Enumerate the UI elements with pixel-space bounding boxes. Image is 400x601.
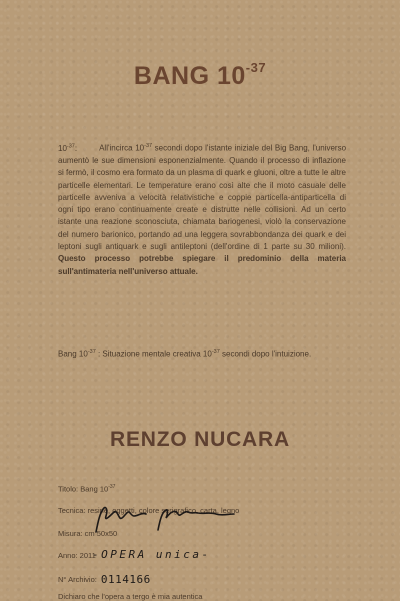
artist-signature bbox=[92, 500, 242, 540]
meta-archivio: N° Archivio: 0114166 bbox=[58, 573, 151, 586]
conclusion-sentence: Questo processo potrebbe spiegare il predominio della materia sull'antimateria nell'universo attuale. bbox=[58, 254, 346, 276]
meta-titolo: Titolo: Bang $10^{-37}$ bbox=[58, 484, 116, 494]
meta-misura: Misura: cm 50x50 bbox=[58, 529, 118, 538]
artwork-title: BANG $10^{-37}$ bbox=[133, 60, 267, 90]
archive-number-handwritten: 0114166 bbox=[100, 573, 151, 586]
opera-unica-handwritten: -OPERA unica- bbox=[92, 548, 211, 561]
meta-anno: Anno: 2011 bbox=[58, 551, 96, 560]
artist-name: RENZO NUCARA bbox=[110, 428, 290, 451]
meta-tecnica: Tecnica: resine, oggetti, colore serigrafico, carta, legno bbox=[58, 506, 240, 515]
meta-dichiaro: Dichiaro che l'opera a tergo è mia autentica bbox=[58, 592, 203, 601]
bang-definition: Bang $10^{-37}$ : Situazione mentale creativa $10^{-37}$ secondi dopo l'intuizione. bbox=[58, 349, 312, 359]
lead-term: $10^{-37}$: bbox=[58, 143, 78, 153]
description-paragraph: $10^{-37}$: All'incirca $10^{-37}$ secondi dopo l'istante iniziale del Big Bang, l'universo aumentò le sue dimensioni esponenzialmente. Quando il processo di inflazione si fermò, il cosmo era formato da un plasma di quark e gluoni, oltre a tutte le altre particelle elementari. Le temperature erano così alte che il moto casuale delle particelle avveniva a velocità relativistiche e coppie particella-antiparticella di ogni tipo erano continuamente create e distrutte nelle collisioni. Ad un certo istante una reazione sconosciuta, chiamata bariogenesi, violò la conservazione del numero barionico, portando ad una leggera sovrabbondanza dei quark e dei leptoni sugli antiquark e sugli antileptoni (dell'ordine di 1 parte su 30 milioni). Questo processo potrebbe spiegare il predominio della materia sull'antimateria nell'universo attuale. bbox=[58, 143, 347, 276]
